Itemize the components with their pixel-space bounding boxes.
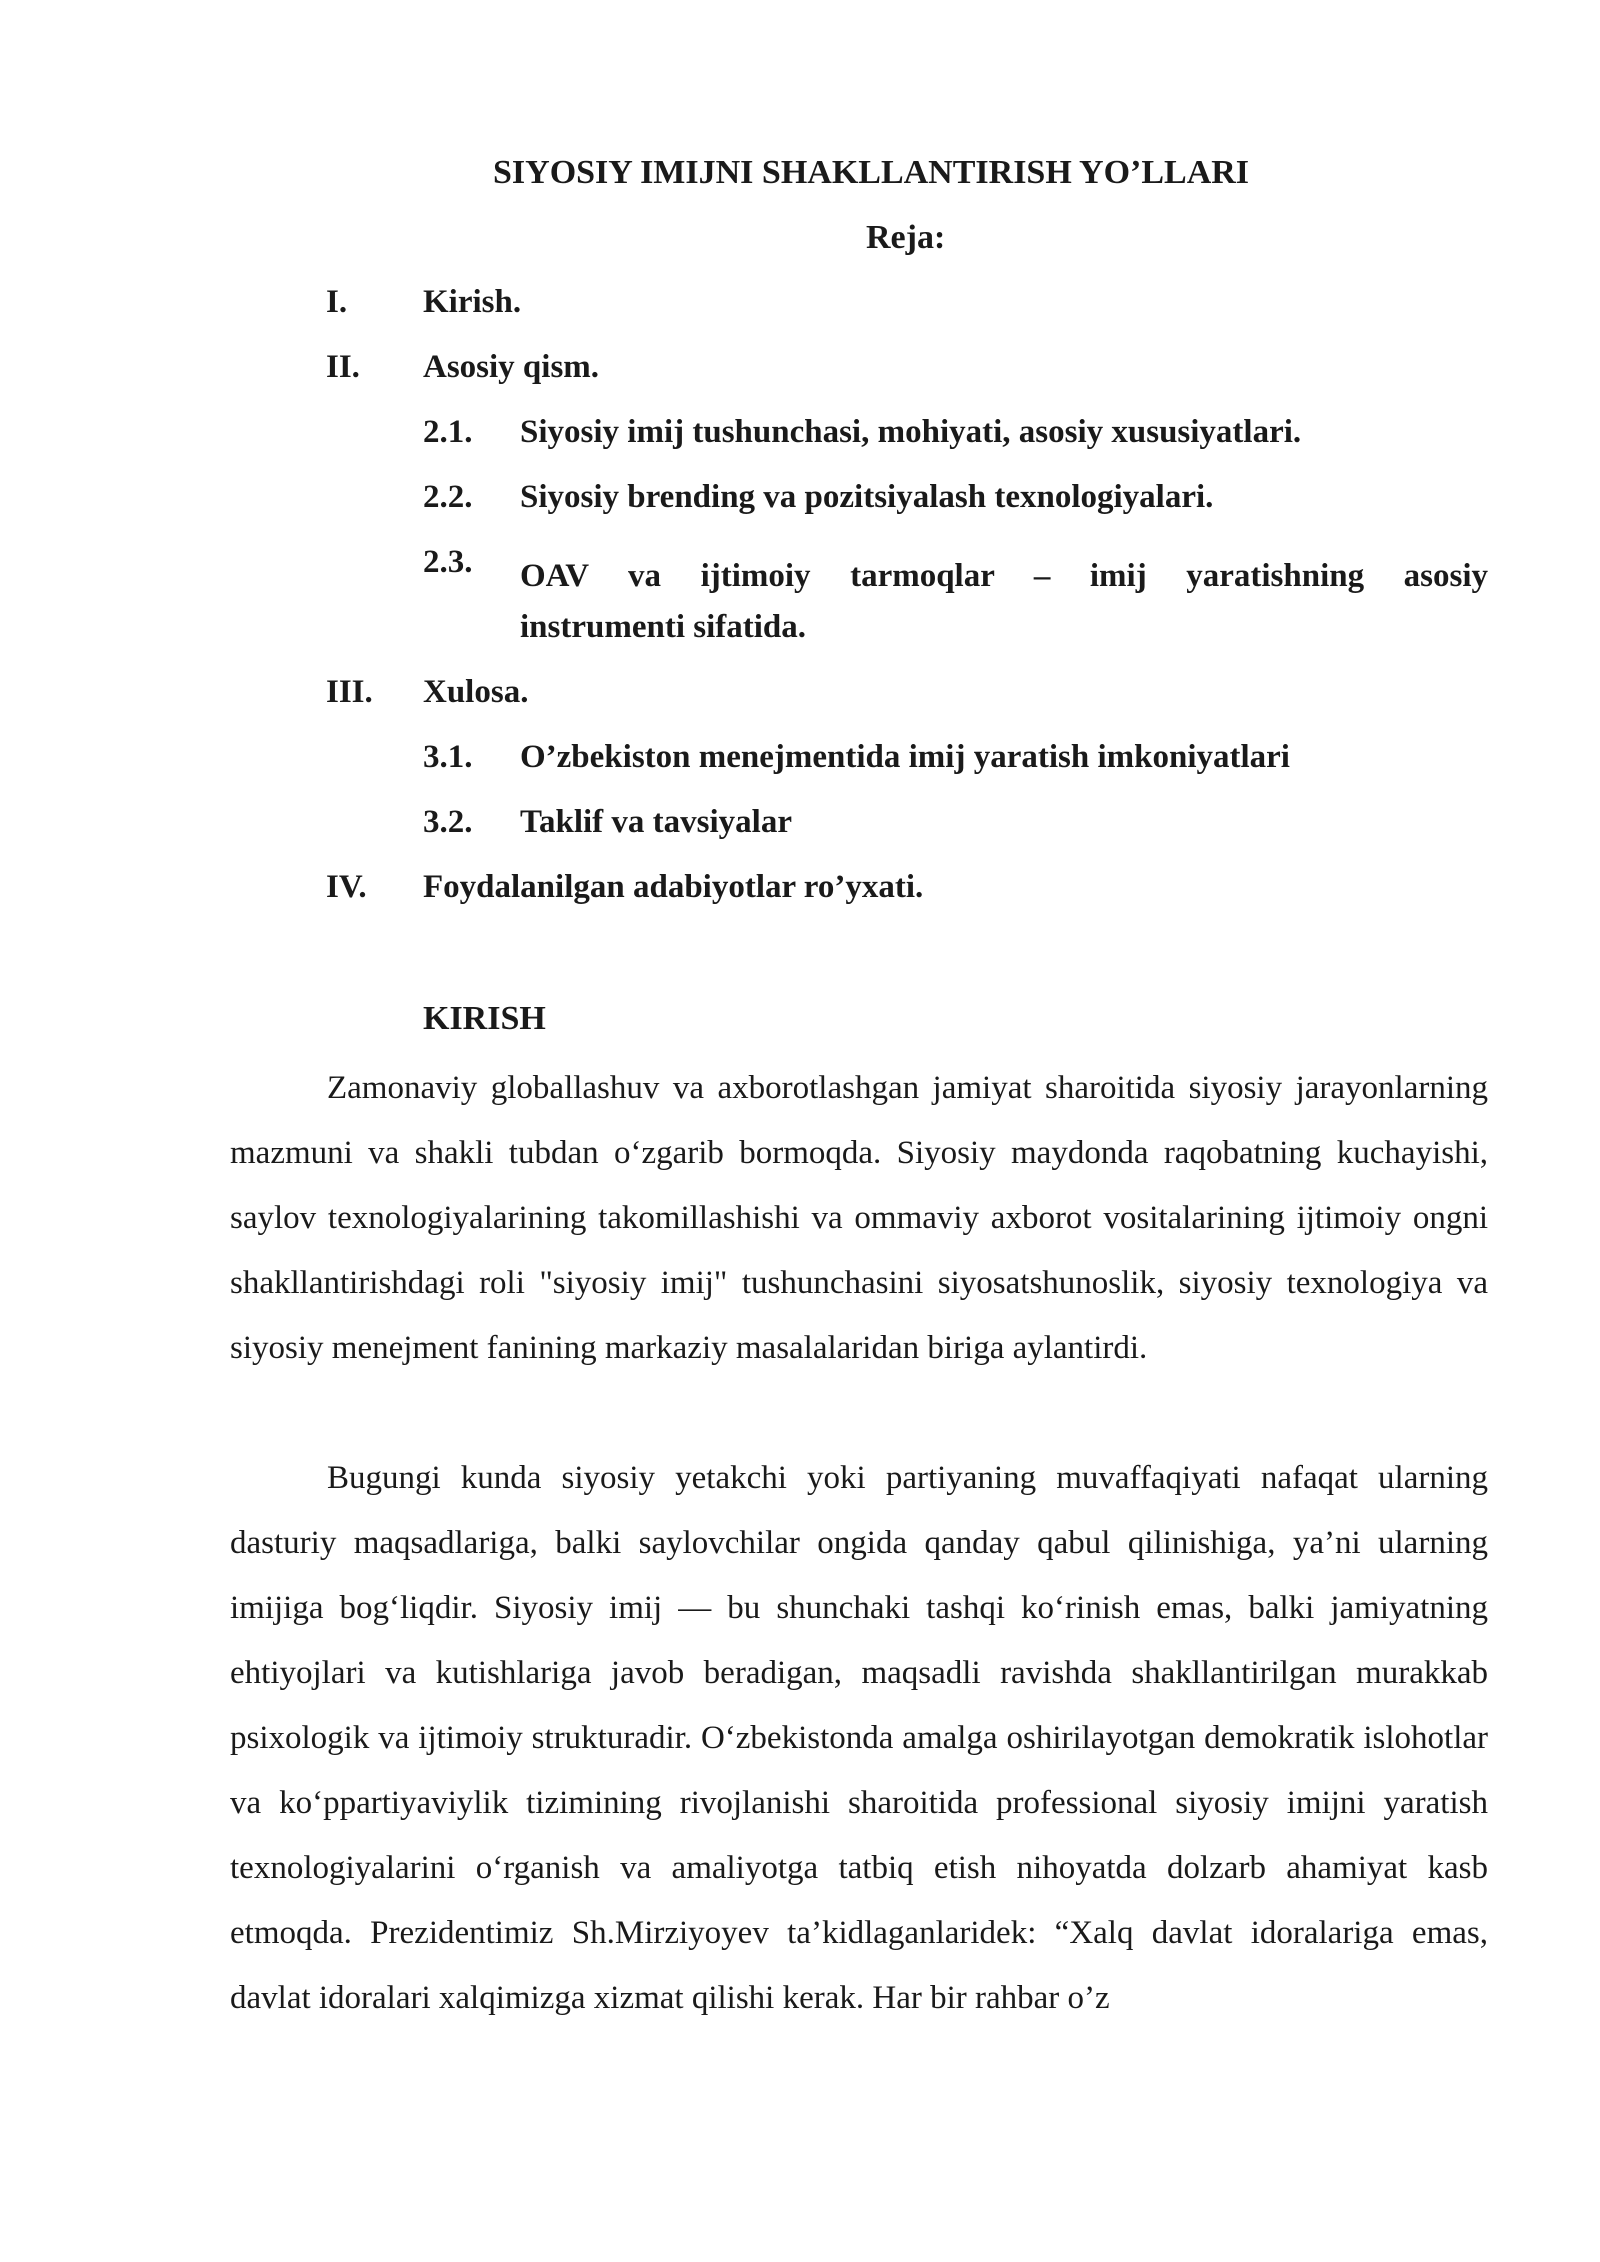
body-paragraph-1: Zamonaviy globallashuv va axborotlashgan jamiyat sharoitida siyosiy jarayonlarning mazmuni va shakli tubdan oʻzgarib bormoqda. Siyosiy maydonda raqobatning kuchayishi, saylov texnologiyalarining takomillashishi va ommaviy axborot vositalarining ijtimoiy ongni shakllantirishdagi roli "siyosiy imij" tushunchasini siyosatshunoslik, siyosiy texnologiya va siyosiy menejment fanining markaziy masalalaridan biriga aylantirdi. [230,1070,1488,1366]
toc-text: O’zbekiston menejmentida imij yaratish imkoniyatlari [520,739,1290,775]
toc-text: Foydalanilgan adabiyotlar ro’yxati. [423,869,924,905]
toc-text-line-2: instrumenti sifatida. [520,609,807,645]
intro-heading: KIRISH [423,1000,546,1037]
toc-number: 2.2. [423,479,473,515]
toc-number: 2.3. [423,544,473,580]
toc-text: Siyosiy brending va pozitsiyalash texnologiyalari. [520,479,1214,515]
toc-number: 3.2. [423,804,473,840]
toc-text: Xulosa. [423,674,529,710]
document-title: SIYOSIY IMIJNI SHAKLLANTIRISH YO’LLARI [493,154,1250,191]
toc-number: 3.1. [423,739,473,775]
toc-number: IV. [326,869,367,905]
toc-text: Asosiy qism. [423,349,600,385]
toc-text-line-1: OAV va ijtimoiy tarmoqlar – imij yaratishning asosiy [520,558,1488,594]
toc-number: III. [326,674,373,710]
toc-number: I. [326,284,348,320]
plan-label: Reja: [866,219,946,256]
toc-text: Kirish. [423,284,522,320]
toc-text: Siyosiy imij tushunchasi, mohiyati, asosiy xususiyatlari. [520,414,1302,450]
toc-number: 2.1. [423,414,473,450]
body-paragraph-2: Bugungi kunda siyosiy yetakchi yoki partiyaning muvaffaqiyati nafaqat ularning dasturiy maqsadlariga, balki saylovchilar ongida qanday qabul qilinishiga, ya’ni ularning imijiga bogʻliqdir. Siyosiy imij — bu shunchaki tashqi koʻrinish emas, balki jamiyatning ehtiyojlari va kutishlariga javob beradigan, maqsadli ravishda shakllantirilgan murakkab psixologik va ijtimoiy strukturadir. Oʻzbekistonda amalga oshirilayotgan demokratik islohotlar va koʻppartiyaviylik tizimining rivojlanishi sharoitida professional siyosiy imijni yaratish texnologiyalarini oʻrganish va amaliyotga tatbiq etish nihoyatda dolzarb ahamiyat kasb etmoqda. Prezidentimiz Sh.Mirziyoyev ta’kidlaganlaridek: “Xalq davlat idoralariga emas, davlat idoralari xalqimizga xizmat qilishi kerak. Har bir rahbar o’z [230,1460,1488,2016]
toc-text: Taklif va tavsiyalar [520,804,792,840]
toc-number: II. [326,349,360,385]
